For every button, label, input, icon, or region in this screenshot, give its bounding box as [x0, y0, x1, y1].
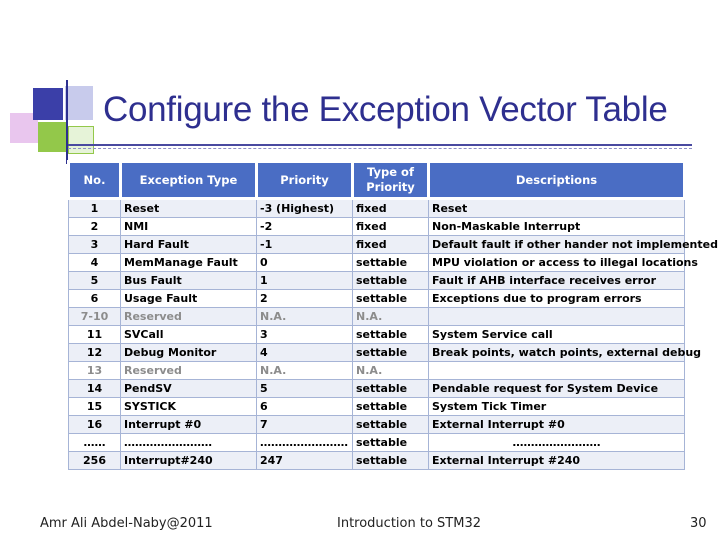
cell-priority-type: settable	[353, 452, 429, 470]
cell-priority: 247	[257, 452, 353, 470]
slide-title: Configure the Exception Vector Table	[103, 90, 668, 129]
cell-exception-type: Hard Fault	[121, 236, 257, 254]
cell-description: Exceptions due to program errors	[429, 290, 685, 308]
cell-exception-type: SVCall	[121, 326, 257, 344]
cell-exception-type: Debug Monitor	[121, 344, 257, 362]
cell-exception-type: Reserved	[121, 308, 257, 326]
cell-priority: 1	[257, 272, 353, 290]
table-row	[69, 398, 685, 416]
cell-description: Break points, watch points, external debug	[429, 344, 685, 362]
cell-exception-type: Bus Fault	[121, 272, 257, 290]
table-row	[69, 452, 685, 470]
decor-vertical-line	[66, 80, 68, 164]
cell-priority: 2	[257, 290, 353, 308]
table-row	[69, 199, 685, 218]
cell-exception-type: MemManage Fault	[121, 254, 257, 272]
table-row	[69, 254, 685, 272]
cell-description: Reset	[429, 199, 685, 218]
header-descriptions: Descriptions	[429, 162, 685, 199]
cell-priority-type: settable	[353, 326, 429, 344]
table-row	[69, 434, 685, 452]
cell-priority-type: fixed	[353, 236, 429, 254]
cell-priority: -2	[257, 218, 353, 236]
cell-no: 256	[69, 452, 121, 470]
table-row	[69, 344, 685, 362]
table-row	[69, 308, 685, 326]
cell-exception-type: Usage Fault	[121, 290, 257, 308]
cell-no: 1	[69, 199, 121, 218]
cell-exception-type: ……………………	[121, 434, 257, 452]
cell-no: 11	[69, 326, 121, 344]
table-row	[69, 236, 685, 254]
table-row	[69, 416, 685, 434]
cell-priority: -1	[257, 236, 353, 254]
decor-square-light-blue	[65, 86, 93, 120]
cell-description: External Interrupt #240	[429, 452, 685, 470]
cell-description: Fault if AHB interface receives error	[429, 272, 685, 290]
cell-priority-type: settable	[353, 272, 429, 290]
cell-no: 12	[69, 344, 121, 362]
page-number: 30	[690, 516, 707, 531]
decor-square-dark-blue	[33, 88, 63, 120]
cell-no: 16	[69, 416, 121, 434]
cell-priority: 5	[257, 380, 353, 398]
table-row	[69, 362, 685, 380]
cell-no: 6	[69, 290, 121, 308]
cell-exception-type: NMI	[121, 218, 257, 236]
cell-priority: 3	[257, 326, 353, 344]
cell-priority-type: settable	[353, 416, 429, 434]
cell-priority-type: N.A.	[353, 362, 429, 380]
cell-description: External Interrupt #0	[429, 416, 685, 434]
cell-description: Pendable request for System Device	[429, 380, 685, 398]
cell-priority: N.A.	[257, 308, 353, 326]
header-exception-type: Exception Type	[121, 162, 257, 199]
cell-priority-type: fixed	[353, 199, 429, 218]
cell-exception-type: SYSTICK	[121, 398, 257, 416]
cell-description: System Service call	[429, 326, 685, 344]
cell-description: System Tick Timer	[429, 398, 685, 416]
cell-no: ……	[69, 434, 121, 452]
cell-no: 13	[69, 362, 121, 380]
cell-no: 4	[69, 254, 121, 272]
cell-exception-type: PendSV	[121, 380, 257, 398]
cell-priority-type: settable	[353, 380, 429, 398]
cell-exception-type: Interrupt#240	[121, 452, 257, 470]
footer-author: Amr Ali Abdel-Naby@2011	[40, 516, 213, 531]
cell-no: 5	[69, 272, 121, 290]
cell-priority: 0	[257, 254, 353, 272]
table-row	[69, 272, 685, 290]
cell-priority-type: settable	[353, 398, 429, 416]
cell-no: 2	[69, 218, 121, 236]
cell-no: 3	[69, 236, 121, 254]
cell-no: 14	[69, 380, 121, 398]
header-type-of-priority: Type of Priority	[353, 162, 429, 199]
cell-priority: ……………………	[257, 434, 353, 452]
cell-no: 15	[69, 398, 121, 416]
cell-description	[429, 308, 685, 326]
cell-priority: N.A.	[257, 362, 353, 380]
table-row	[69, 290, 685, 308]
cell-exception-type: Reserved	[121, 362, 257, 380]
cell-priority-type: settable	[353, 254, 429, 272]
cell-priority-type: settable	[353, 434, 429, 452]
cell-description: ……………………	[429, 434, 685, 452]
cell-exception-type: Reset	[121, 199, 257, 218]
cell-description: Non-Maskable Interrupt	[429, 218, 685, 236]
cell-priority: 6	[257, 398, 353, 416]
decor-square-green	[38, 122, 68, 152]
header-priority: Priority	[257, 162, 353, 199]
cell-no: 7-10	[69, 308, 121, 326]
table-header-row	[69, 162, 685, 199]
title-underline-dashed	[68, 148, 692, 149]
cell-exception-type: Interrupt #0	[121, 416, 257, 434]
cell-priority: -3 (Highest)	[257, 199, 353, 218]
cell-priority-type: N.A.	[353, 308, 429, 326]
table-row	[69, 218, 685, 236]
exception-vector-table	[67, 160, 718, 470]
cell-description: Default fault if other hander not implemented	[429, 236, 685, 254]
table-row	[69, 326, 685, 344]
footer-course: Introduction to STM32	[337, 516, 481, 531]
cell-priority-type: settable	[353, 344, 429, 362]
cell-description	[429, 362, 685, 380]
cell-priority-type: fixed	[353, 218, 429, 236]
table-body	[69, 199, 718, 470]
cell-description: MPU violation or access to illegal locations	[429, 254, 685, 272]
table-row	[69, 380, 685, 398]
cell-priority-type: settable	[353, 290, 429, 308]
header-no: No.	[69, 162, 121, 199]
cell-priority: 7	[257, 416, 353, 434]
decor-square-green-outline	[68, 126, 94, 154]
cell-priority: 4	[257, 344, 353, 362]
title-underline	[68, 144, 692, 146]
